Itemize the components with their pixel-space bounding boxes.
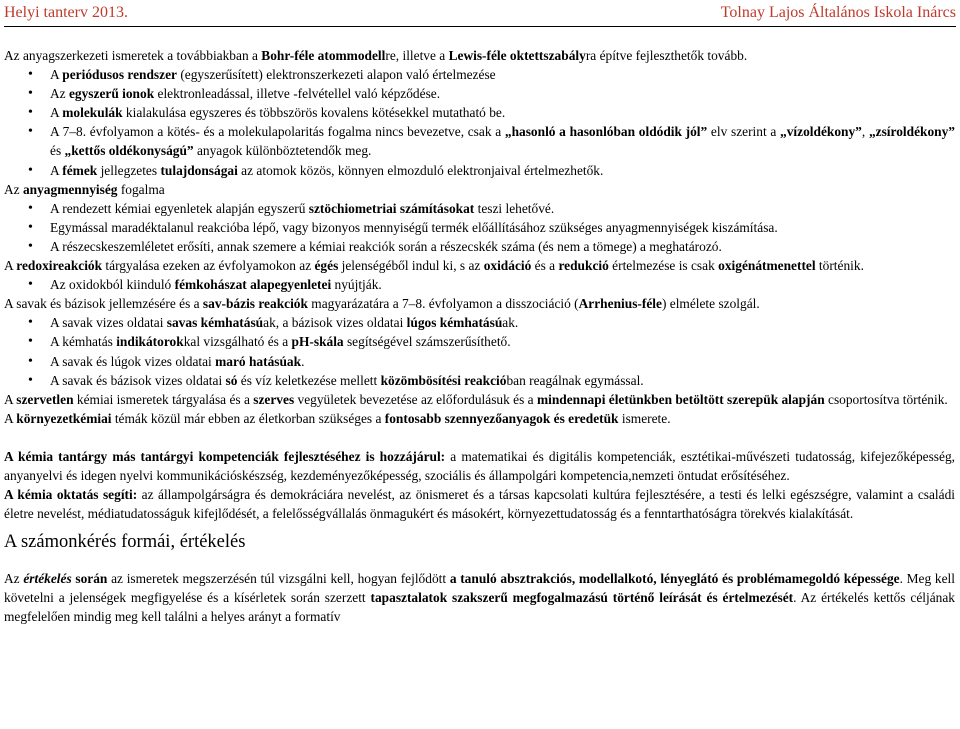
paragraph-environmental: A környezetkémiai témák közül már ebben az életkorban szükséges a fontosabb szennyezőanyagok és eredetük ismerete. (4, 410, 671, 426)
bullet-neutralisation: • A savak és bázisok vizes oldatai só és víz keletkezése mellett közömbösítési reakcióban reagálnak egymással. (4, 371, 955, 390)
paragraph-education-aims: A kémia oktatás segíti: az állampolgárságra és demokráciára nevelést, az önismeret és a társas kapcsolati kultúra fejlesztésére, a testi és lelki egészségre, valamint a családi életre nevelést, médiatudatosságuk kifejlődését, a felelősségvállalás önmagukért és másokért, környezettudatosság és a fenntarthatóságra törekvés kialakítását. (4, 487, 955, 522)
paragraph-amount-of-substance: Az anyagmennyiség fogalma (4, 181, 165, 197)
paragraph-inorganic-organic: A szervetlen kémiai ismeretek tárgyalása és a szerves vegyületek bevezetése az előfordulásuk és a mindennapi életünkben betöltött szerepük alapján csoportosítva történik. (4, 391, 948, 407)
paragraph-competencies: A kémia tantárgy más tantárgyi kompetenciák fejlesztéséhez is hozzájárul: a matematikai és digitális kompetenciák, esztétikai-művészeti tudatosság, kifejezőképesség, anyanyelvi és idegen nyelvi kommunikációskészség, kezdeményezőképesség, szociális és állampolgári kompetencia,nemzeti öntudat erősítéséhez. (4, 448, 955, 483)
bullet-acid-solutions: • A savak vizes oldatai savas kémhatásúak, a bázisok vizes oldatai lúgos kémhatásúak. (4, 313, 955, 332)
paragraph-acids-bases: A savak és bázisok jellemzésére és a sav-bázis reakciók magyarázatára a 7–8. évfolyamon a disszociáció (Arrhenius-féle) elmélete szolgál. (4, 296, 760, 312)
bullet-metals: • A fémek jellegzetes tulajdonságai az atomok közös, könnyen elmozduló elektronjaival értelmezhetők. (4, 161, 955, 180)
page-header (4, 3, 956, 25)
header-left-title: Helyi tanterv 2013. (4, 4, 128, 21)
bullet-indicators: • A kémhatás indikátorokkal vizsgálható és a pH-skála segítségével számszerűsíthető. (4, 332, 955, 351)
paragraph-atom-model: Az anyagszerkezeti ismeretek a továbbiakban a Bohr-féle atommodellre, illetve a Lewis-féle oktettszabályra építve fejleszthetők tovább. (4, 48, 748, 63)
bullet-reacting-amounts: • Egymással maradéktalanul reakcióba lépő, vagy bizonyos mennyiségű termék előállításához szükséges anyagmennyiségek kiszámítása. (4, 218, 955, 237)
bullet-stoichiometry: • A rendezett kémiai egyenletek alapján egyszerű sztöchiometriai számításokat teszi lehetővé. (4, 199, 955, 218)
section-heading-assessment: A számonkérés formái, értékelés (4, 532, 246, 553)
header-right-school: Tolnay Lajos Általános Iskola Inárcs (720, 4, 956, 21)
paragraph-redox: A redoxireakciók tárgyalása ezeken az évfolyamokon az égés jelenségéből indul ki, s az oxidáció és a redukció értelmezése is csak oxigénátmenettel történik. (4, 258, 864, 274)
document-body (4, 46, 955, 627)
spacer (4, 428, 955, 447)
paragraph-assessment: Az értékelés során az ismeretek megszerzésén túl vizsgálni kell, hogyan fejlődött a tanuló absztrakciós, modellalkotó, lényeglátó és problémamegoldó képessége. Meg kell követelni a jelenségek megfigyelése és a kísérletek során szerzett tapasztalatok szakszerű megfogalmazású történő leírását és értelmezését. Az értékelés kettős céljának megfelelően mindig meg kell találni a helyes arányt a formatív (4, 571, 955, 625)
bullet-corrosive: • A savak és lúgok vizes oldatai maró hatásúak. (4, 352, 955, 371)
bullet-molecules: • A molekulák kialakulása egyszeres és többszörös kovalens kötésekkel mutatható be. (4, 103, 955, 122)
header-divider (4, 26, 956, 27)
bullet-periodic-table: • A periódusos rendszer (egyszerűsített) elektronszerkezeti alapon való értelmezése (4, 65, 955, 84)
bullet-particle-view: • A részecskeszemléletet erősíti, annak szemere a kémiai reakciók során a részecskék száma (és nem a tömege) a meghatározó. (4, 237, 955, 256)
bullet-simple-ions: • Az egyszerű ionok elektronleadással, illetve -felvétellel való képződése. (4, 84, 955, 103)
bullet-metallurgy: • Az oxidokból kiinduló fémkohászat alapegyenletei nyújtják. (4, 275, 955, 294)
bullet-polarity: • A 7–8. évfolyamon a kötés- és a molekulapolaritás fogalma nincs bevezetve, csak a „hasonló a hasonlóban oldódik jól” elv szerint a „vízoldékony”, „zsíroldékony” és „kettős oldékonyságú” anyagok különböztetendők meg. (4, 122, 955, 160)
